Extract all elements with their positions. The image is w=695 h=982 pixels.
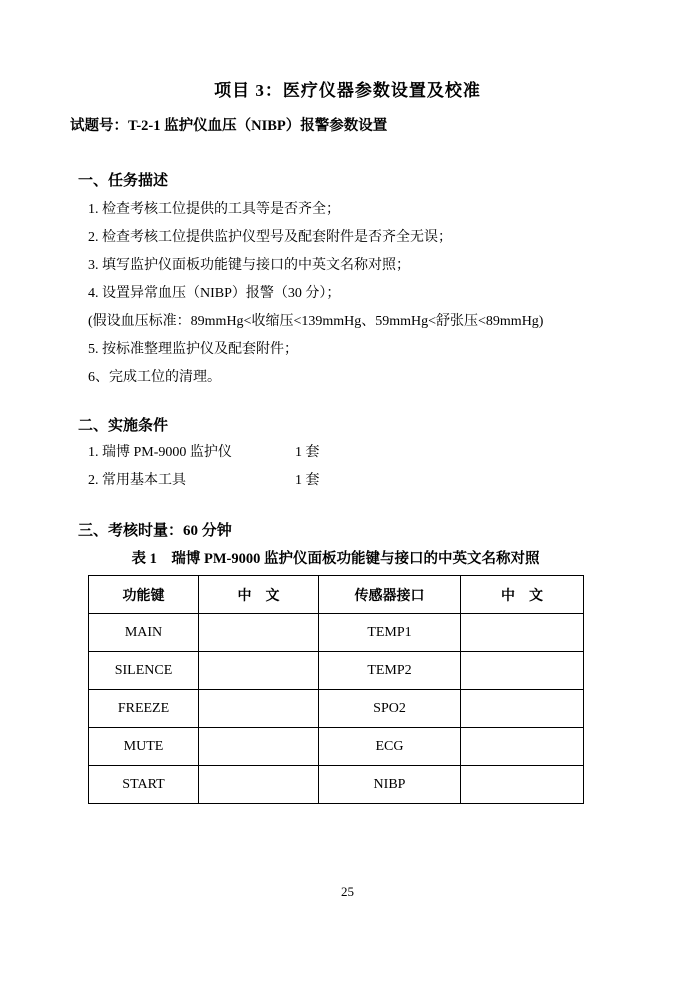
table-row	[89, 690, 584, 728]
cell-function-key: FREEZE	[89, 690, 199, 728]
document-title: 项目 3：医疗仪器参数设置及校准	[214, 81, 481, 100]
cell-chinese-blank	[199, 652, 319, 690]
cell-sensor-port: TEMP1	[319, 614, 461, 652]
page-number: 25	[341, 884, 354, 899]
cell-sensor-port: SPO2	[319, 690, 461, 728]
condition-item-tools	[88, 467, 695, 495]
cell-sensor-port: TEMP2	[319, 652, 461, 690]
task-item-4: 4. 设置异常血压（NIBP）报警（30 分）；	[88, 286, 341, 301]
cell-chinese-blank	[461, 690, 584, 728]
task-item-6: 6、完成工位的清理。	[88, 370, 221, 385]
cell-sensor-port: ECG	[319, 728, 461, 766]
table-row	[89, 652, 584, 690]
task-item-2: 2. 检查考核工位提供监护仪型号及配套附件是否齐全无误；	[88, 230, 452, 245]
cell-chinese-blank	[199, 690, 319, 728]
cell-chinese-blank	[199, 614, 319, 652]
cell-chinese-blank	[461, 652, 584, 690]
task-item-3: 3. 填写监护仪面板功能键与接口的中英文名称对照；	[88, 258, 410, 273]
cell-function-key: START	[89, 766, 199, 804]
table-caption: 表 1 瑞博 PM-9000 监护仪面板功能键与接口的中英文名称对照	[131, 551, 540, 567]
table-row	[89, 614, 584, 652]
header-chinese-2: 中 文	[461, 576, 584, 614]
exam-id-line: 试题号：T-2-1 监护仪血压（NIBP）报警参数设置	[70, 118, 388, 134]
header-function-key: 功能键	[89, 576, 199, 614]
table-header-row	[89, 576, 584, 614]
condition-quantity: 1 套	[295, 473, 320, 488]
section-conditions-heading: 二、实施条件	[78, 418, 169, 434]
condition-quantity: 1 套	[295, 445, 320, 460]
header-sensor-port: 传感器接口	[319, 576, 461, 614]
task-list	[0, 196, 695, 392]
cell-sensor-port: NIBP	[319, 766, 461, 804]
cell-function-key: MAIN	[89, 614, 199, 652]
cell-function-key: SILENCE	[89, 652, 199, 690]
header-chinese-1: 中 文	[199, 576, 319, 614]
section-assessment-heading: 三、考核时量：60 分钟	[78, 523, 232, 539]
table-row	[89, 728, 584, 766]
section-task-heading: 一、任务描述	[78, 173, 169, 189]
condition-label: 1. 瑞博 PM-9000 监护仪	[88, 445, 232, 460]
task-item-bp-standard-note: (假设血压标准：89mmHg<收缩压<139mmHg、59mmHg<舒张压<89mmHg)	[88, 314, 544, 329]
cell-chinese-blank	[461, 766, 584, 804]
cell-function-key: MUTE	[89, 728, 199, 766]
condition-label: 2. 常用基本工具	[88, 473, 186, 488]
task-item-1: 1. 检查考核工位提供的工具等是否齐全；	[88, 202, 340, 217]
cell-chinese-blank	[199, 728, 319, 766]
function-key-reference-table	[88, 575, 584, 804]
cell-chinese-blank	[461, 614, 584, 652]
table-row	[89, 766, 584, 804]
cell-chinese-blank	[199, 766, 319, 804]
cell-chinese-blank	[461, 728, 584, 766]
condition-item-monitor	[88, 439, 695, 467]
task-item-5: 5. 按标准整理监护仪及配套附件；	[88, 342, 298, 357]
conditions-list	[0, 439, 695, 495]
